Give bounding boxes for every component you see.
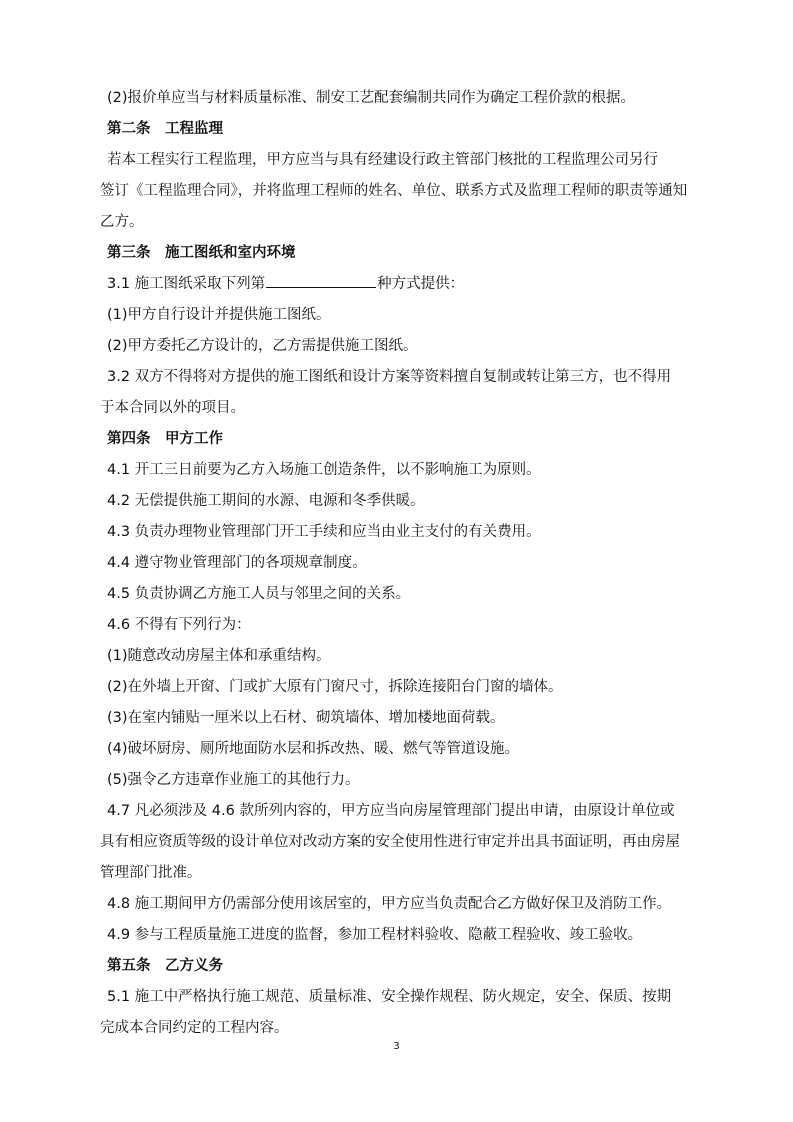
paragraph: 若本工程实行工程监理，甲方应当与具有经建设行政主管部门核批的工程监理公司另行 bbox=[107, 152, 658, 168]
list-item: (2)在外墙上开窗、门或扩大原有门窗尺寸，拆除连接阳台门窗的墙体。 bbox=[107, 679, 563, 695]
paragraph-continuation: 完成本合同约定的工程内容。 bbox=[100, 1020, 289, 1036]
paragraph-continuation: 管理部门批准。 bbox=[100, 865, 202, 881]
paragraph-continuation: 于本合同以外的项目。 bbox=[100, 400, 245, 416]
clause: 4.8 施工期间甲方仍需部分使用该居室的，甲方应当负责配合乙方做好保卫及消防工作。 bbox=[107, 896, 672, 912]
clause: 4.3 负责办理物业管理部门开工手续和应当由业主支付的有关费用。 bbox=[107, 524, 541, 540]
fill-in-blank[interactable] bbox=[266, 271, 376, 288]
paragraph: (2)报价单应当与材料质量标准、制安工艺配套编制共同作为确定工程价款的根据。 bbox=[107, 90, 636, 106]
paragraph-with-blank bbox=[107, 269, 691, 300]
list-item: (3)在室内铺贴一厘米以上石材、砌筑墙体、增加楼地面荷载。 bbox=[107, 710, 505, 726]
clause-text: 种方式提供： bbox=[377, 276, 465, 292]
clause: 4.4 遵守物业管理部门的各项规章制度。 bbox=[107, 555, 367, 571]
paragraph-continuation: 签订《工程监理合同》，并将监理工程师的姓名、单位、联系方式及监理工程师的职责等通知 bbox=[100, 183, 688, 199]
article-heading: 第四条 甲方工作 bbox=[107, 431, 223, 447]
clause: 4.1 开工三日前要为乙方入场施工创造条件，以不影响施工为原则。 bbox=[107, 462, 541, 478]
clause: 5.1 施工中严格执行施工规范、质量标准、安全操作规程、防火规定，安全、保质、按期 bbox=[107, 989, 672, 1005]
article-heading: 第五条 乙方义务 bbox=[107, 958, 223, 974]
clause: 4.6 不得有下列行为： bbox=[107, 617, 251, 633]
article-heading: 第二条 工程监理 bbox=[107, 121, 223, 137]
list-item: (1)甲方自行设计并提供施工图纸。 bbox=[107, 307, 331, 323]
clause: 4.2 无偿提供施工期间的水源、电源和冬季供暖。 bbox=[107, 493, 425, 509]
list-item: (5)强令乙方违章作业施工的其他行力。 bbox=[107, 772, 360, 788]
page-number: 3 bbox=[393, 1041, 400, 1052]
article-heading: 第三条 施工图纸和室内环境 bbox=[107, 245, 296, 261]
clause: 4.9 参与工程质量施工进度的监督，参加工程材料验收、隐蔽工程验收、竣工验收。 bbox=[107, 927, 643, 943]
clause: 4.7 凡必须涉及 4.6 款所列内容的，甲方应当向房屋管理部门提出申请，由原设计单位或 bbox=[107, 803, 675, 819]
clause: 4.5 负责协调乙方施工人员与邻里之间的关系。 bbox=[107, 586, 411, 602]
paragraph-continuation: 乙方。 bbox=[100, 214, 144, 230]
list-item: (1)随意改动房屋主体和承重结构。 bbox=[107, 648, 331, 664]
paragraph: 3.2 双方不得将对方提供的施工图纸和设计方案等资料擅自复制或转让第三方，也不得用 bbox=[107, 369, 672, 385]
document-body bbox=[100, 83, 691, 1044]
list-item: (4)破坏厨房、厕所地面防水层和拆改热、暖、燃气等管道设施。 bbox=[107, 741, 520, 757]
list-item: (2)甲方委托乙方设计的，乙方需提供施工图纸。 bbox=[107, 338, 418, 354]
clause-text: 3.1 施工图纸采取下列第 bbox=[107, 276, 266, 292]
paragraph-continuation: 具有相应资质等级的设计单位对改动方案的安全使用性进行审定并出具书面证明，再由房屋 bbox=[100, 834, 680, 850]
